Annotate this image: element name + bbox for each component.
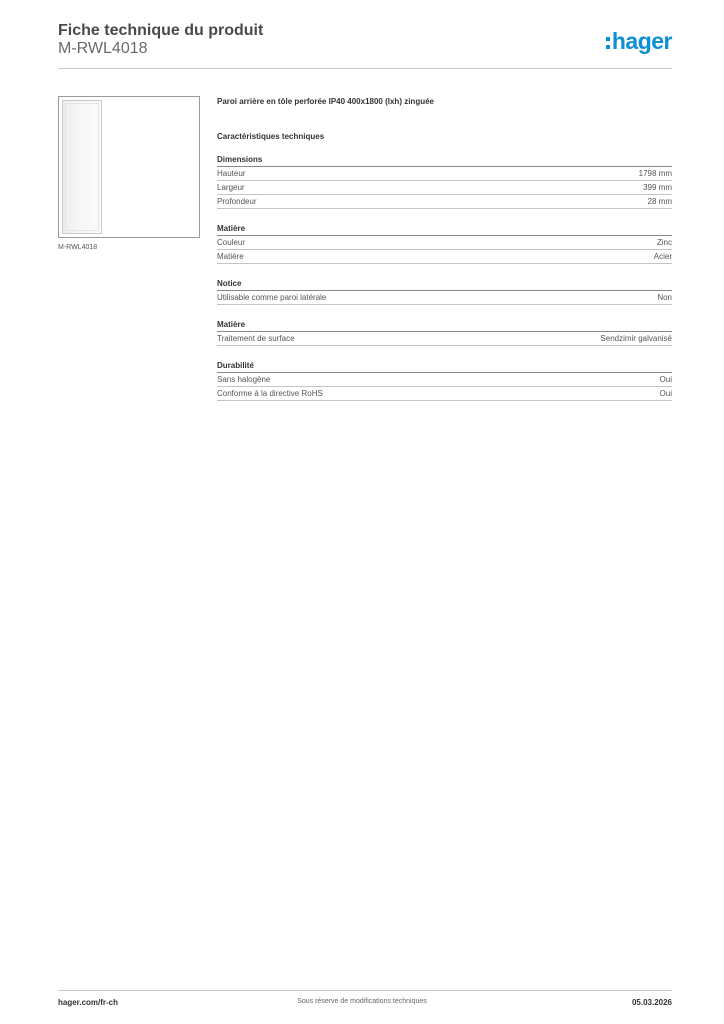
product-details: [217, 96, 672, 401]
spec-label: Profondeur: [217, 197, 257, 206]
spec-row: [217, 250, 672, 264]
footer-notice: Sous réserve de modifications techniques: [297, 998, 427, 1005]
spec-value: Non: [657, 293, 672, 302]
spec-row: [217, 332, 672, 346]
spec-row: [217, 181, 672, 195]
page-header: [58, 20, 672, 68]
document-title: Fiche technique du produit: [58, 22, 264, 39]
spec-row: [217, 291, 672, 305]
spec-row: [217, 373, 672, 387]
product-name: Paroi arrière en tôle perforée IP40 400x1800 (lxh) zinguée: [217, 97, 434, 106]
product-image: [58, 96, 200, 238]
logo-text: hager: [611, 28, 672, 54]
spec-label: Utilisable comme paroi latérale: [217, 293, 327, 302]
characteristics-heading: Caractéristiques techniques: [217, 132, 325, 141]
logo-dots-icon: [606, 37, 610, 49]
spec-group: [217, 359, 672, 401]
spec-group: [217, 153, 672, 209]
spec-value: Zinc: [656, 238, 672, 247]
spec-value: 399 mm: [643, 183, 672, 192]
footer-website[interactable]: hager.com/fr-ch: [58, 998, 119, 1007]
spec-group-title: Matière: [217, 318, 672, 332]
spec-label: Conforme à la directive RoHS: [217, 389, 323, 398]
spec-row: [217, 195, 672, 209]
product-reference: M-RWL4018: [58, 40, 148, 57]
characteristics-groups: [217, 153, 672, 401]
spec-label: Couleur: [217, 238, 246, 247]
spec-label: Largeur: [217, 183, 245, 192]
spec-group: [217, 222, 672, 264]
spec-label: Traitement de surface: [217, 334, 295, 343]
spec-row: [217, 167, 672, 181]
spec-value: 28 mm: [647, 197, 672, 206]
spec-value: Oui: [659, 375, 672, 384]
spec-value: Oui: [659, 389, 672, 398]
spec-row: [217, 387, 672, 401]
header-divider: [58, 68, 672, 69]
spec-value: 1798 mm: [638, 169, 672, 178]
spec-row: [217, 236, 672, 250]
spec-group-title: Notice: [217, 277, 672, 291]
spec-group-title: Durabilité: [217, 359, 672, 373]
spec-group: [217, 318, 672, 346]
spec-value: Acier: [653, 252, 672, 261]
spec-value: Sendzimir galvanisé: [600, 334, 672, 343]
footer-date: 05.03.2026: [631, 998, 672, 1007]
spec-label: Sans halogène: [217, 375, 271, 384]
image-caption: M-RWL4018: [58, 244, 98, 251]
spec-label: Matière: [217, 252, 244, 261]
spec-group-title: Matière: [217, 222, 672, 236]
spec-label: Hauteur: [217, 169, 246, 178]
hager-logo: [606, 28, 672, 55]
spec-group-title: Dimensions: [217, 153, 672, 167]
perforated-panel-picture: [62, 100, 102, 234]
spec-group: [217, 277, 672, 305]
footer-divider: [58, 990, 672, 991]
